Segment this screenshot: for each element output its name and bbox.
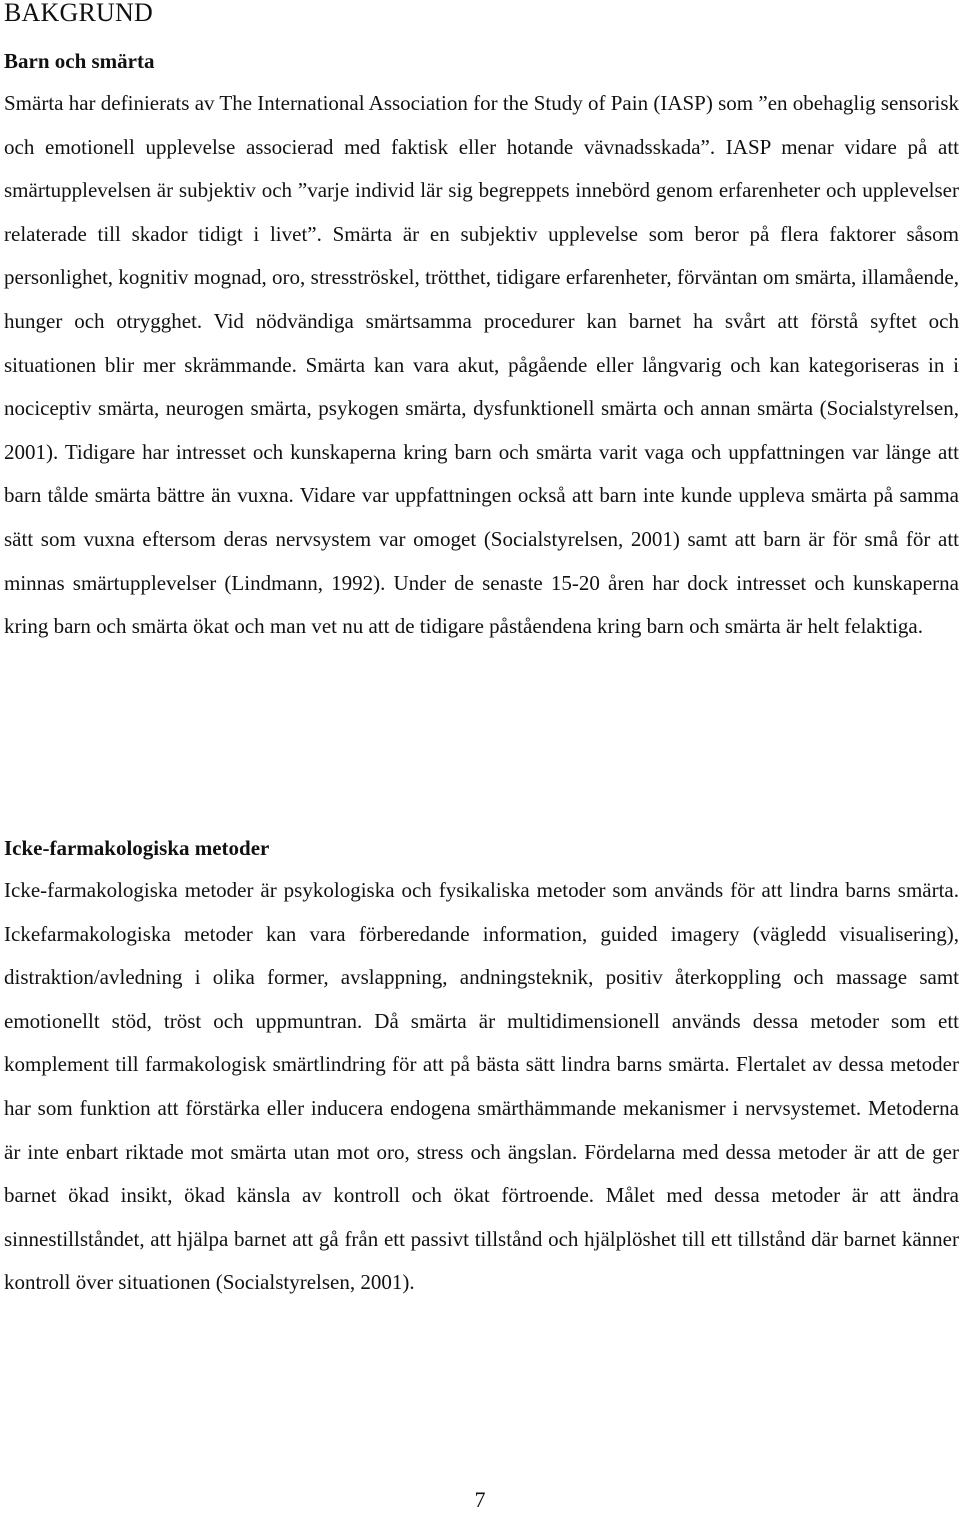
section-heading-barn-och-smarta: Barn och smärta: [4, 49, 155, 73]
section-paragraph-barn-och-smarta: Smärta har definierats av The International Association for the Study of Pain (IASP) som ”en obehaglig sensorisk och emotionell upplevelse associerad med faktisk eller hotande vävnadsskada”. IASP menar vidare på att smärtupplevelsen är subjektiv och ”varje individ lär sig begreppets innebörd genom erfarenheter och upplevelser relaterade till skador tidigt i livet”. Smärta är en subjektiv upplevelse som beror på flera faktorer såsom personlighet, kognitiv mognad, oro, stresströskel, trötthet, tidigare erfarenheter, förväntan om smärta, illamående, hunger och otrygghet. Vid nödvändiga smärtsamma procedurer kan barnet ha svårt att förstå syftet och situationen blir mer skrämmande. Smärta kan vara akut, pågående eller långvarig och kan kategoriseras in i nociceptiv smärta, neurogen smärta, psykogen smärta, dysfunktionell smärta och annan smärta (Socialstyrelsen, 2001). Tidigare har intresset och kunskaperna kring barn och smärta varit vaga och uppfattningen var länge att barn tålde smärta bättre än vuxna. Vidare var uppfattningen också att barn inte kunde uppleva smärta på samma sätt som vuxna eftersom deras nervsystem var omoget (Socialstyrelsen, 2001) samt att barn är för små för att minnas smärtupplevelser (Lindmann, 1992). Under de senaste 15-20 åren har dock intresset och kunskaperna kring barn och smärta ökat och man vet nu att de tidigare påståendena kring barn och smärta är helt felaktiga.: [4, 91, 959, 639]
section-paragraph-icke-farmakologiska-metoder: Icke-farmakologiska metoder är psykologiska och fysikaliska metoder som används för att lindra barns smärta. Ickefarmakologiska metoder kan vara förberedande information, guided imagery (vägledd visualisering), distraktion/avledning i olika former, avslappning, andningsteknik, positiv återkoppling och massage samt emotionellt stöd, tröst och uppmuntran. Då smärta är multidimensionell används dessa metoder som ett komplement till farmakologisk smärtlindring för att på bästa sätt lindra barns smärta. Flertalet av dessa metoder har som funktion att förstärka eller inducera endogena smärthämmande mekanismer i nervsystemet. Metoderna är inte enbart riktade mot smärta utan mot oro, stress och ängslan. Fördelarna med dessa metoder är att de ger barnet ökad insikt, ökad känsla av kontroll och ökat förtroende. Målet med dessa metoder är att ändra sinnestillståndet, att hjälpa barnet att gå från ett passivt tillstånd och hjälplöshet till ett tillstånd där barnet känner kontroll över situationen (Socialstyrelsen, 2001).: [4, 878, 959, 1295]
section-heading-icke-farmakologiska-metoder: Icke-farmakologiska metoder: [4, 836, 270, 860]
main-heading: BAKGRUND: [4, 0, 153, 27]
page-number: 7: [474, 1487, 486, 1512]
